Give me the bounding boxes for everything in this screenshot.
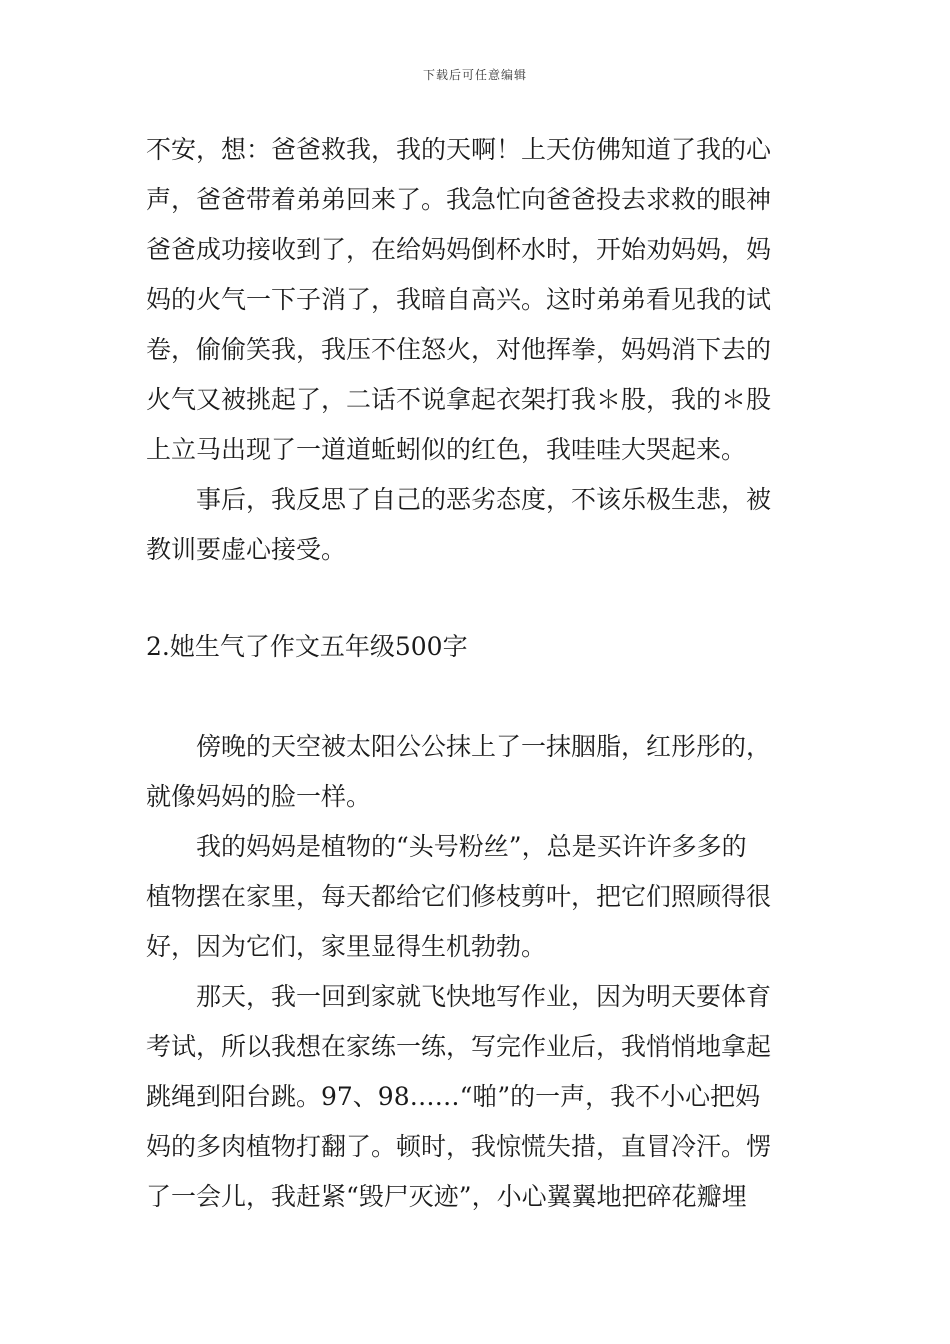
text-line: 那天，我一回到家就飞快地写作业，因为明天要体育 (196, 982, 772, 1011)
text-line: 教训要虚心接受。 (146, 535, 347, 564)
text-line: 卷，偷偷笑我，我压不住怒火，对他挥拳，妈妈消下去的 (146, 335, 772, 364)
text-line: 妈的多肉植物打翻了。顿时，我惊慌失措，直冒冷汗。愣 (146, 1132, 772, 1161)
paragraph-evening (146, 722, 810, 822)
text-line: 了一会儿，我赶紧“毁尸灭迹”，小心翼翼地把碎花瓣埋 (146, 1182, 747, 1211)
paragraph-continued (146, 125, 810, 475)
text-line: 上立马出现了一道道蚯蚓似的红色，我哇哇大哭起来。 (146, 435, 747, 464)
text-line: 植物摆在家里，每天都给它们修枝剪叶，把它们照顾得很 (146, 882, 772, 911)
text-line: 爸爸成功接收到了，在给妈妈倒杯水时，开始劝妈妈，妈 (146, 235, 772, 264)
text-line: 事后，我反思了自己的恶劣态度，不该乐极生悲，被 (196, 485, 772, 514)
text-line: 好，因为它们，家里显得生机勃勃。 (146, 932, 547, 961)
paragraph-that-day (146, 972, 810, 1222)
text-line: 考试，所以我想在家练一练，写完作业后，我悄悄地拿起 (146, 1032, 772, 1061)
text-line: 跳绳到阳台跳。97、98……“啪”的一声，我不小心把妈 (146, 1082, 761, 1111)
text-line: 声，爸爸带着弟弟回来了。我急忙向爸爸投去求救的眼神 (146, 185, 772, 214)
paragraph-plants (146, 822, 810, 972)
text-line: 火气又被挑起了，二话不说拿起衣架打我＊股，我的＊股 (146, 385, 772, 414)
text-line: 傍晚的天空被太阳公公抹上了一抹胭脂，红彤彤的， (196, 732, 772, 761)
paragraph-reflection (146, 475, 810, 575)
text-line: 就像妈妈的脸一样。 (146, 782, 372, 811)
header-note: 下载后可任意编辑 (422, 68, 527, 82)
text-line: 不安，想：爸爸救我，我的天啊！上天仿佛知道了我的心 (146, 135, 772, 164)
text-line: 妈的火气一下子消了，我暗自高兴。这时弟弟看见我的试 (146, 285, 772, 314)
section-heading: 2.她生气了作文五年级500字 (146, 632, 468, 661)
text-line: 我的妈妈是植物的“头号粉丝”，总是买许许多多的 (196, 832, 747, 861)
